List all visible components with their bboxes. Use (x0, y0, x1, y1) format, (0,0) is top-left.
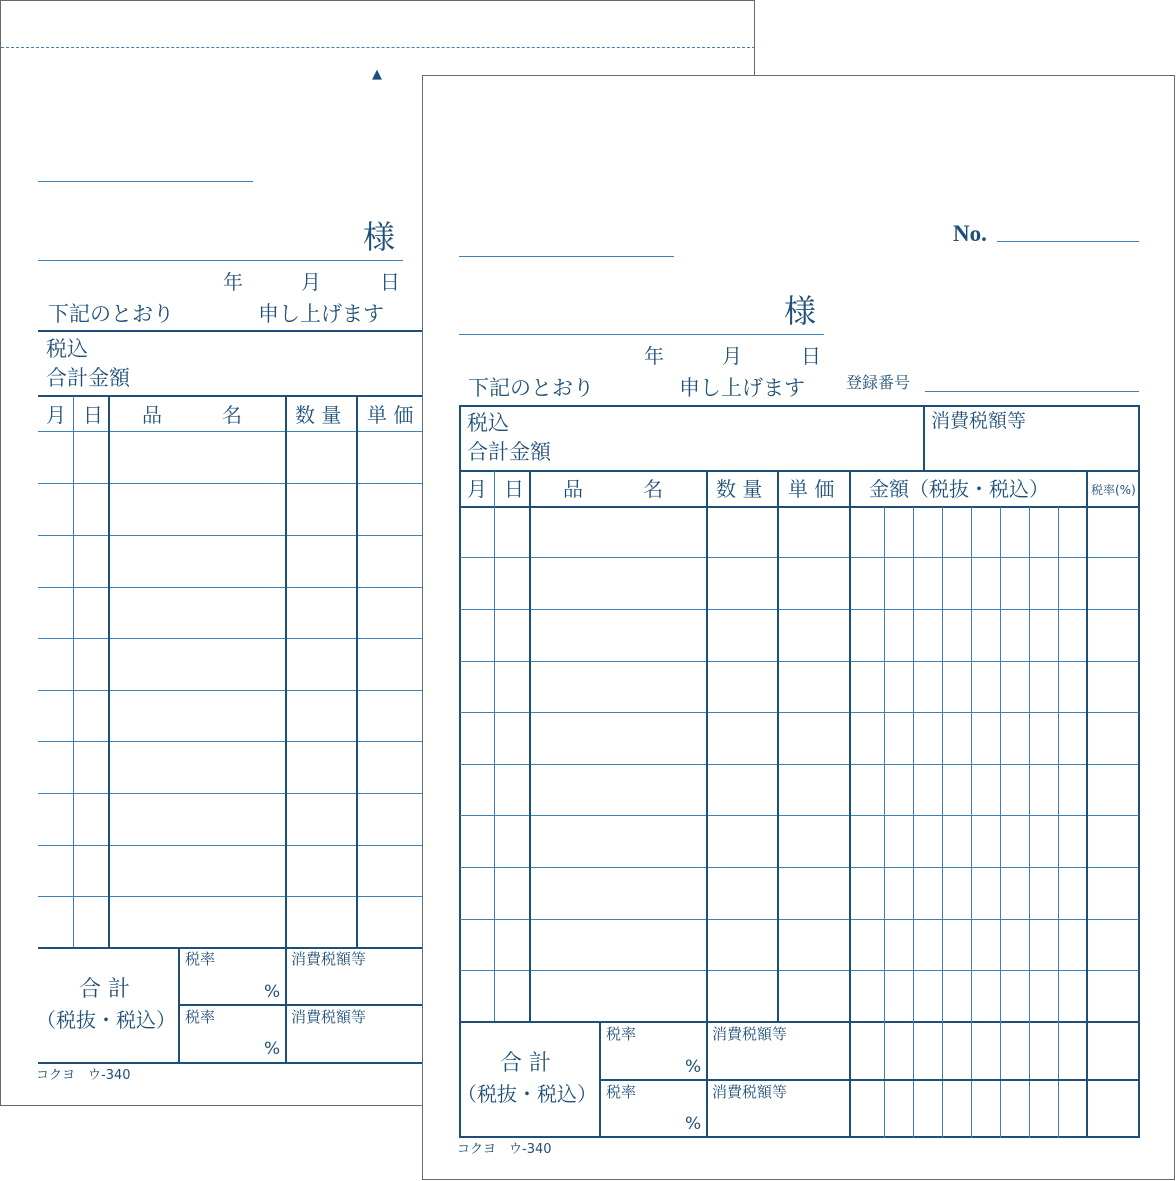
totals-mid-rule (600, 1079, 1139, 1081)
table-top-rule (38, 395, 428, 397)
percent-label: % (264, 1039, 281, 1059)
col-divider (285, 396, 287, 947)
row-rule (460, 970, 1139, 971)
row-rule (38, 793, 428, 794)
zeikomi-label: 税込 (46, 337, 88, 361)
kaki-label: 下記のとおり (48, 302, 174, 326)
day-label: 日 (801, 344, 821, 368)
customer-name-line (38, 260, 403, 261)
col-item: 品 名 (563, 477, 663, 501)
col-day: 日 (504, 477, 524, 501)
col-price: 単 価 (788, 477, 835, 501)
items-bottom-rule (460, 1021, 1139, 1023)
moushiage-label: 申し上げます (679, 376, 805, 400)
front-invoice (422, 75, 1175, 1180)
zeinuki-zeikomi-label: （税抜・税込） (36, 1008, 176, 1032)
row-rule (38, 483, 428, 484)
zeiritsu-label: 税率 (606, 1025, 637, 1043)
digit-divider (942, 507, 943, 1138)
row-rule (38, 690, 428, 691)
moushiage-label: 申し上げます (258, 302, 384, 326)
row-rule (460, 867, 1139, 868)
digit-divider (913, 507, 914, 1138)
row-rule (38, 741, 428, 742)
brand-label: コクヨ ウ-340 (457, 1142, 552, 1157)
goukei-label: 合 計 (500, 1051, 551, 1076)
day-label: 日 (380, 270, 400, 294)
zeiritsu-label: 税率 (185, 950, 216, 968)
header-bottom-rule (460, 506, 1139, 508)
row-rule (460, 609, 1139, 610)
total-box-divider (923, 406, 925, 471)
col-divider (108, 396, 110, 947)
digit-divider (884, 507, 885, 1138)
customer-name-line (459, 334, 824, 335)
shouhizei-label: 消費税額等 (712, 1025, 788, 1043)
col-price: 単 価 (367, 403, 414, 427)
row-rule (38, 638, 428, 639)
touroku-line (925, 391, 1139, 392)
col-qty: 数 量 (295, 403, 342, 427)
row-rule (38, 845, 428, 846)
zeikomi-label: 税込 (467, 411, 509, 435)
digit-divider (971, 507, 972, 1138)
row-rule (460, 919, 1139, 920)
col-amount: 金額（税抜・税込） (869, 477, 1049, 501)
col-rate: 税率(%) (1091, 483, 1136, 497)
digit-divider (1058, 507, 1059, 1138)
row-rule (460, 661, 1139, 662)
zeinuki-zeikomi-label: （税抜・税込） (457, 1082, 597, 1106)
tear-marker-icon: ▲ (372, 67, 382, 82)
customer-name-line-short (459, 256, 674, 257)
col-item: 品 名 (142, 403, 242, 427)
row-rule (38, 587, 428, 588)
col-divider (777, 471, 779, 1021)
shouhizei-label: 消費税額等 (291, 950, 367, 968)
digit-divider (1000, 507, 1001, 1138)
row-rule (460, 815, 1139, 816)
year-label: 年 (223, 270, 243, 294)
totals-bottom-rule (38, 1062, 428, 1064)
touroku-label: 登録番号 (846, 373, 911, 392)
total-amount-box (459, 405, 1140, 472)
row-rule (38, 535, 428, 536)
goukei-kingaku-label: 合計金額 (46, 366, 130, 390)
table-bottom-rule (38, 947, 428, 949)
zeiritsu-label: 税率 (185, 1008, 216, 1026)
col-divider (494, 471, 495, 1021)
col-divider (849, 471, 851, 1138)
zeiritsu-label: 税率 (606, 1083, 637, 1101)
row-rule (38, 896, 428, 897)
shouhizei-label: 消費税額等 (712, 1083, 788, 1101)
shouhizei-label: 消費税額等 (291, 1008, 367, 1026)
perforation-line (1, 47, 755, 48)
col-divider (73, 396, 74, 947)
goukei-label: 合 計 (79, 977, 130, 1002)
totals-mid-rule (179, 1004, 429, 1006)
sama-label: 様 (363, 218, 396, 256)
header-rule (38, 330, 428, 332)
col-qty: 数 量 (716, 477, 763, 501)
kaki-label: 下記のとおり (468, 376, 594, 400)
month-label: 月 (301, 270, 321, 294)
col-month: 月 (46, 403, 66, 427)
row-rule (460, 712, 1139, 713)
col-month: 月 (467, 477, 487, 501)
sama-label: 様 (784, 292, 817, 330)
percent-label: % (264, 982, 281, 1002)
shouhizei-header-label: 消費税額等 (931, 410, 1027, 432)
goukei-kingaku-label: 合計金額 (467, 440, 551, 464)
col-divider (529, 471, 531, 1021)
item-table (459, 470, 1140, 1138)
no-underline (997, 241, 1139, 242)
percent-label: % (685, 1057, 702, 1077)
col-divider (706, 471, 708, 1021)
col-divider (1086, 471, 1088, 1138)
brand-label: コクヨ ウ-340 (36, 1068, 131, 1083)
row-rule (460, 557, 1139, 558)
col-day: 日 (83, 403, 103, 427)
customer-name-line-short (38, 181, 253, 182)
header-bottom-rule (38, 431, 428, 432)
digit-divider (1029, 507, 1030, 1138)
year-label: 年 (644, 344, 664, 368)
no-label: No. (953, 221, 987, 246)
row-rule (460, 764, 1139, 765)
percent-label: % (685, 1114, 702, 1134)
month-label: 月 (722, 344, 742, 368)
col-divider (356, 396, 358, 947)
